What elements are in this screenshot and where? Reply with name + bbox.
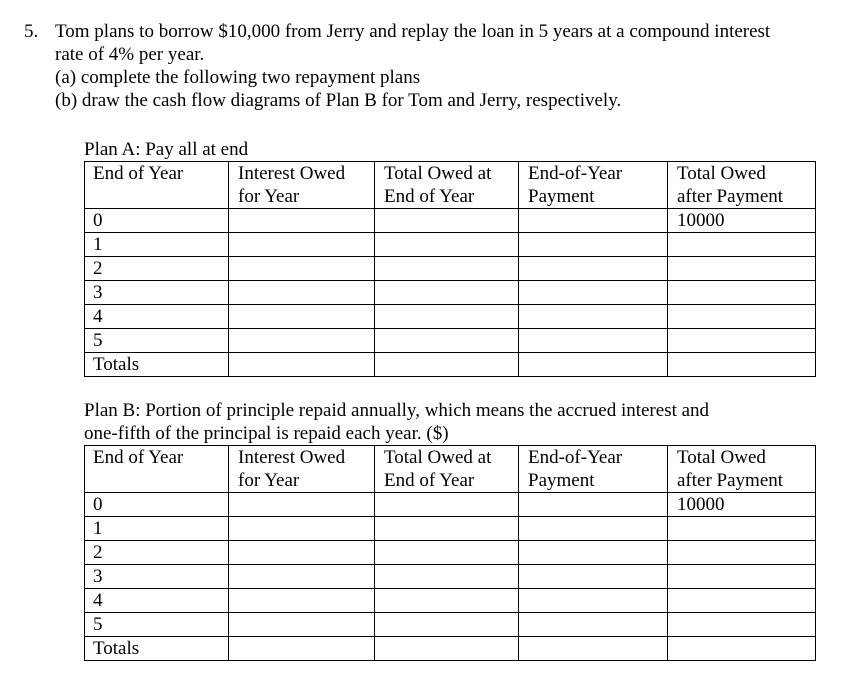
totals-label: Totals [85, 353, 229, 377]
totals-cell [375, 353, 519, 377]
year-cell: 1 [85, 233, 229, 257]
payment-cell [519, 589, 668, 613]
owed-after-cell [668, 329, 816, 353]
totals-cell [519, 353, 668, 377]
plan-b-header-cell: Total Owed after Payment [668, 446, 816, 493]
plan-b-row [85, 493, 816, 517]
year-cell: 2 [85, 257, 229, 281]
plan-b-title [84, 399, 709, 445]
year-cell: 5 [85, 613, 229, 637]
plan-a-header-cell: Total Owed at End of Year [375, 162, 519, 209]
owed-after-cell [668, 517, 816, 541]
owed-after-cell [668, 613, 816, 637]
year-cell: 0 [85, 209, 229, 233]
plan-b-row [85, 541, 816, 565]
totals-cell [375, 637, 519, 661]
totals-cell [668, 637, 816, 661]
payment-cell [519, 541, 668, 565]
plan-b-row [85, 517, 816, 541]
plan-b-header-cell: End of Year [85, 446, 229, 493]
payment-cell [519, 613, 668, 637]
owed-after-cell [668, 281, 816, 305]
problem-text-line1: Tom plans to borrow $10,000 from Jerry and replay the loan in 5 years at a compound interest [55, 21, 771, 42]
owed-after-cell [668, 305, 816, 329]
plan-a-header-cell: Interest Owed for Year [229, 162, 375, 209]
payment-cell [519, 233, 668, 257]
plan-b-header-cell: Total Owed at End of Year [375, 446, 519, 493]
year-cell: 1 [85, 517, 229, 541]
totals-cell [229, 353, 375, 377]
plan-b-title-line2: one-fifth of the principal is repaid each year. ($) [84, 423, 449, 444]
year-cell: 3 [85, 565, 229, 589]
plan-b-row [85, 565, 816, 589]
plan-a-row [85, 257, 816, 281]
interest-cell [229, 613, 375, 637]
owed-after-cell [668, 233, 816, 257]
total-owed-cell [375, 565, 519, 589]
payment-cell [519, 305, 668, 329]
total-owed-cell [375, 493, 519, 517]
total-owed-cell [375, 329, 519, 353]
plan-a-table [84, 161, 816, 377]
owed-after-cell [668, 589, 816, 613]
problem-part-a: (a) complete the following two repayment plans [55, 67, 421, 88]
total-owed-cell [375, 281, 519, 305]
year-cell: 3 [85, 281, 229, 305]
year-cell: 4 [85, 589, 229, 613]
problem-text [55, 20, 854, 112]
total-owed-cell [375, 257, 519, 281]
problem-statement [24, 20, 854, 112]
payment-cell [519, 565, 668, 589]
plan-b-header-cell: Interest Owed for Year [229, 446, 375, 493]
interest-cell [229, 493, 375, 517]
owed-after-cell: 10000 [668, 493, 816, 517]
total-owed-cell [375, 233, 519, 257]
interest-cell [229, 517, 375, 541]
totals-cell [229, 637, 375, 661]
interest-cell [229, 209, 375, 233]
plan-a-row [85, 305, 816, 329]
year-cell: 0 [85, 493, 229, 517]
interest-cell [229, 257, 375, 281]
plan-a-row [85, 329, 816, 353]
plan-a-header-cell: End of Year [85, 162, 229, 209]
plan-b-header-row [85, 446, 816, 493]
year-cell: 4 [85, 305, 229, 329]
plan-a-header-cell: End-of-Year Payment [519, 162, 668, 209]
total-owed-cell [375, 209, 519, 233]
plan-a-row [85, 281, 816, 305]
total-owed-cell [375, 613, 519, 637]
plan-a-header-row [85, 162, 816, 209]
plan-b-totals-row [85, 637, 816, 661]
interest-cell [229, 281, 375, 305]
year-cell: 2 [85, 541, 229, 565]
year-cell: 5 [85, 329, 229, 353]
owed-after-cell [668, 541, 816, 565]
payment-cell [519, 517, 668, 541]
payment-cell [519, 209, 668, 233]
payment-cell [519, 281, 668, 305]
interest-cell [229, 565, 375, 589]
owed-after-cell: 10000 [668, 209, 816, 233]
payment-cell [519, 329, 668, 353]
plan-b-table [84, 445, 816, 661]
totals-cell [668, 353, 816, 377]
interest-cell [229, 305, 375, 329]
plan-b-row [85, 589, 816, 613]
total-owed-cell [375, 305, 519, 329]
owed-after-cell [668, 257, 816, 281]
totals-cell [519, 637, 668, 661]
owed-after-cell [668, 565, 816, 589]
interest-cell [229, 233, 375, 257]
payment-cell [519, 493, 668, 517]
problem-text-line2: rate of 4% per year. [55, 44, 205, 65]
plan-a-row [85, 209, 816, 233]
plan-b-row [85, 613, 816, 637]
total-owed-cell [375, 541, 519, 565]
total-owed-cell [375, 517, 519, 541]
total-owed-cell [375, 589, 519, 613]
plan-b-title-line1: Plan B: Portion of principle repaid annually, which means the accrued interest and [84, 400, 710, 421]
interest-cell [229, 589, 375, 613]
interest-cell [229, 541, 375, 565]
problem-part-b: (b) draw the cash flow diagrams of Plan B for Tom and Jerry, respectively. [55, 90, 622, 111]
plan-a-row [85, 233, 816, 257]
totals-label: Totals [85, 637, 229, 661]
payment-cell [519, 257, 668, 281]
interest-cell [229, 329, 375, 353]
plan-a-header-cell: Total Owed after Payment [668, 162, 816, 209]
plan-a-title: Plan A: Pay all at end [84, 139, 249, 160]
plan-a-totals-row [85, 353, 816, 377]
problem-number: 5. [24, 21, 39, 42]
plan-b-header-cell: End-of-Year Payment [519, 446, 668, 493]
